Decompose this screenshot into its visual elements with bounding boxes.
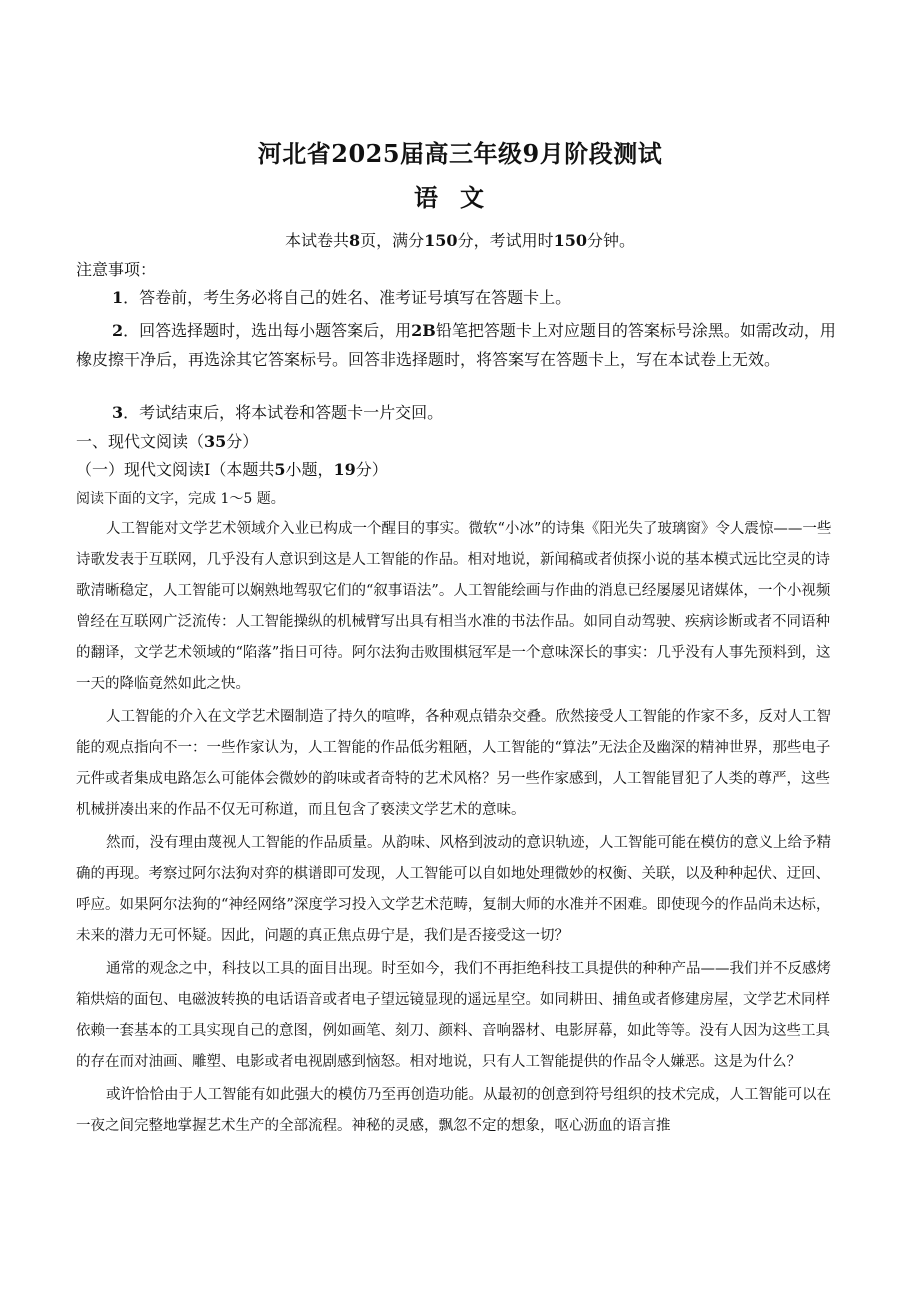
info-minutes: 150 (553, 231, 587, 250)
info-score: 150 (424, 231, 458, 250)
title-part: 届高三年级 (400, 139, 523, 168)
title-part: 河北省 (257, 139, 332, 168)
note-item-3 (112, 402, 443, 424)
info-pages: 8 (349, 231, 361, 250)
note-text: ．考试结束后，将本试卷和答题卡一片交回。 (123, 403, 444, 422)
subsection-score: 19 (333, 460, 356, 479)
subsection-text: 小题， (285, 460, 334, 479)
note-number: 3 (112, 403, 124, 422)
note-text: ．回答选择题时，选出每小题答案后，用 (123, 321, 412, 340)
subsection-text: （一）现代文阅读Ⅰ（本题共 (76, 460, 275, 479)
note-item-1 (112, 287, 571, 309)
note-number: 2 (112, 321, 124, 340)
subject-title: 语文 (414, 183, 506, 212)
note-item-2 (76, 316, 844, 374)
exam-info (76, 230, 844, 252)
reading-passage (76, 514, 844, 1144)
note-text: 铅笔把答题卡上对应题目的答案标号涂黑。如需改动，用橡皮擦干净后，再选涂其它答案标号。回答非选择题时，将答案写在答题卡上，写在本试卷上无效。 (76, 321, 836, 369)
pencil-type: 2B (411, 321, 436, 340)
passage-paragraph: 人工智能的介入在文学艺术圈制造了持久的喧哗，各种观点错杂交叠。欣然接受人工智能的作家不多，反对人工智能的观点指向不一：一些作家认为，人工智能的作品低劣粗陋，人工智能的“算法”无法企及幽深的精神世界，那些电子元件或者集成电路怎么可能体会微妙的韵味或者奇特的艺术风格？另一些作家感到，人工智能冒犯了人类的尊严，这些机械拼凑出来的作品不仅无可称道，而且包含了亵渎文学艺术的意味。 (76, 709, 831, 818)
info-text: 页，满分 (360, 231, 425, 250)
title-part: 月阶段测试 (539, 139, 663, 168)
info-text: 本试卷共 (284, 231, 349, 250)
passage-paragraph: 然而，没有理由蔑视人工智能的作品质量。从韵味、风格到波动的意识轨迹，人工智能可能在模仿的意义上给予精确的再现。考察过阿尔法狗对弈的棋谱即可发现，人工智能可以自如地处理微妙的权衡、关联，以及种种起伏、迂回、呼应。如果阿尔法狗的“神经网络”深度学习投入文学艺术范畴，复制大师的水准并不困难。即使现今的作品尚未达标，未来的潜力无可怀疑。因此，问题的真正焦点毋宁是，我们是否接受这一切？ (76, 835, 831, 944)
info-text: 分钟。 (586, 231, 635, 250)
section-text: 一、现代文阅读（ (76, 432, 205, 451)
notes-heading: 注意事项： (76, 260, 157, 279)
section-score: 35 (204, 432, 227, 451)
section-heading (76, 431, 258, 453)
subsection-count: 5 (274, 460, 286, 479)
passage-paragraph: 或许恰恰由于人工智能有如此强大的模仿乃至再创造功能。从最初的创意到符号组织的技术完成，人工智能可以在一夜之间完整地掌握艺术生产的全部流程。神秘的灵感，飘忽不定的想象，呕心沥血的语言推 (76, 1087, 831, 1134)
section-text: 分） (226, 432, 259, 451)
reading-instruction: 阅读下面的文字，完成 1～5 题。 (76, 491, 285, 507)
passage-paragraph: 通常的观念之中，科技以工具的面目出现。时至如今，我们不再拒绝科技工具提供的种种产品——我们并不反感烤箱烘焙的面包、电磁波转换的电话语音或者电子望远镜显现的遥远星空。如同耕田、捕鱼或者修建房屋，文学艺术同样依赖一套基本的工具实现自己的意图，例如画笔、刻刀、颜料、音响器材、电影屏幕，如此等等。没有人因为这些工具的存在而对油画、雕塑、电影或者电视剧感到恼怒。相对地说，只有人工智能提供的作品令人嫌恶。这是为什么？ (76, 961, 831, 1070)
title-month: 9 (522, 139, 540, 168)
subsection-text: 分） (355, 460, 388, 479)
info-text: 分，考试用时 (457, 231, 554, 250)
exam-title (76, 138, 844, 170)
title-year: 2025 (331, 139, 401, 168)
note-text: ．答卷前，考生务必将自己的姓名、准考证号填写在答题卡上。 (123, 288, 572, 307)
note-number: 1 (112, 288, 124, 307)
passage-paragraph: 人工智能对文学艺术领域介入业已构成一个醒目的事实。微软“小冰”的诗集《阳光失了玻璃窗》令人震惊——一些诗歌发表于互联网，几乎没有人意识到这是人工智能的作品。相对地说，新闻稿或者侦探小说的基本模式远比空灵的诗歌清晰稳定，人工智能可以娴熟地驾驭它们的“叙事语法”。人工智能绘画与作曲的消息已经屡屡见诸媒体，一个小视频曾经在互联网广泛流传：人工智能操纵的机械臂写出具有相当水准的书法作品。如同自动驾驶、疾病诊断或者不同语种的翻译，文学艺术领域的“陷落”指日可待。阿尔法狗击败围棋冠军是一个意味深长的事实：几乎没有人事先预料到，这一天的降临竟然如此之快。 (76, 521, 832, 692)
subsection-heading (76, 459, 388, 481)
